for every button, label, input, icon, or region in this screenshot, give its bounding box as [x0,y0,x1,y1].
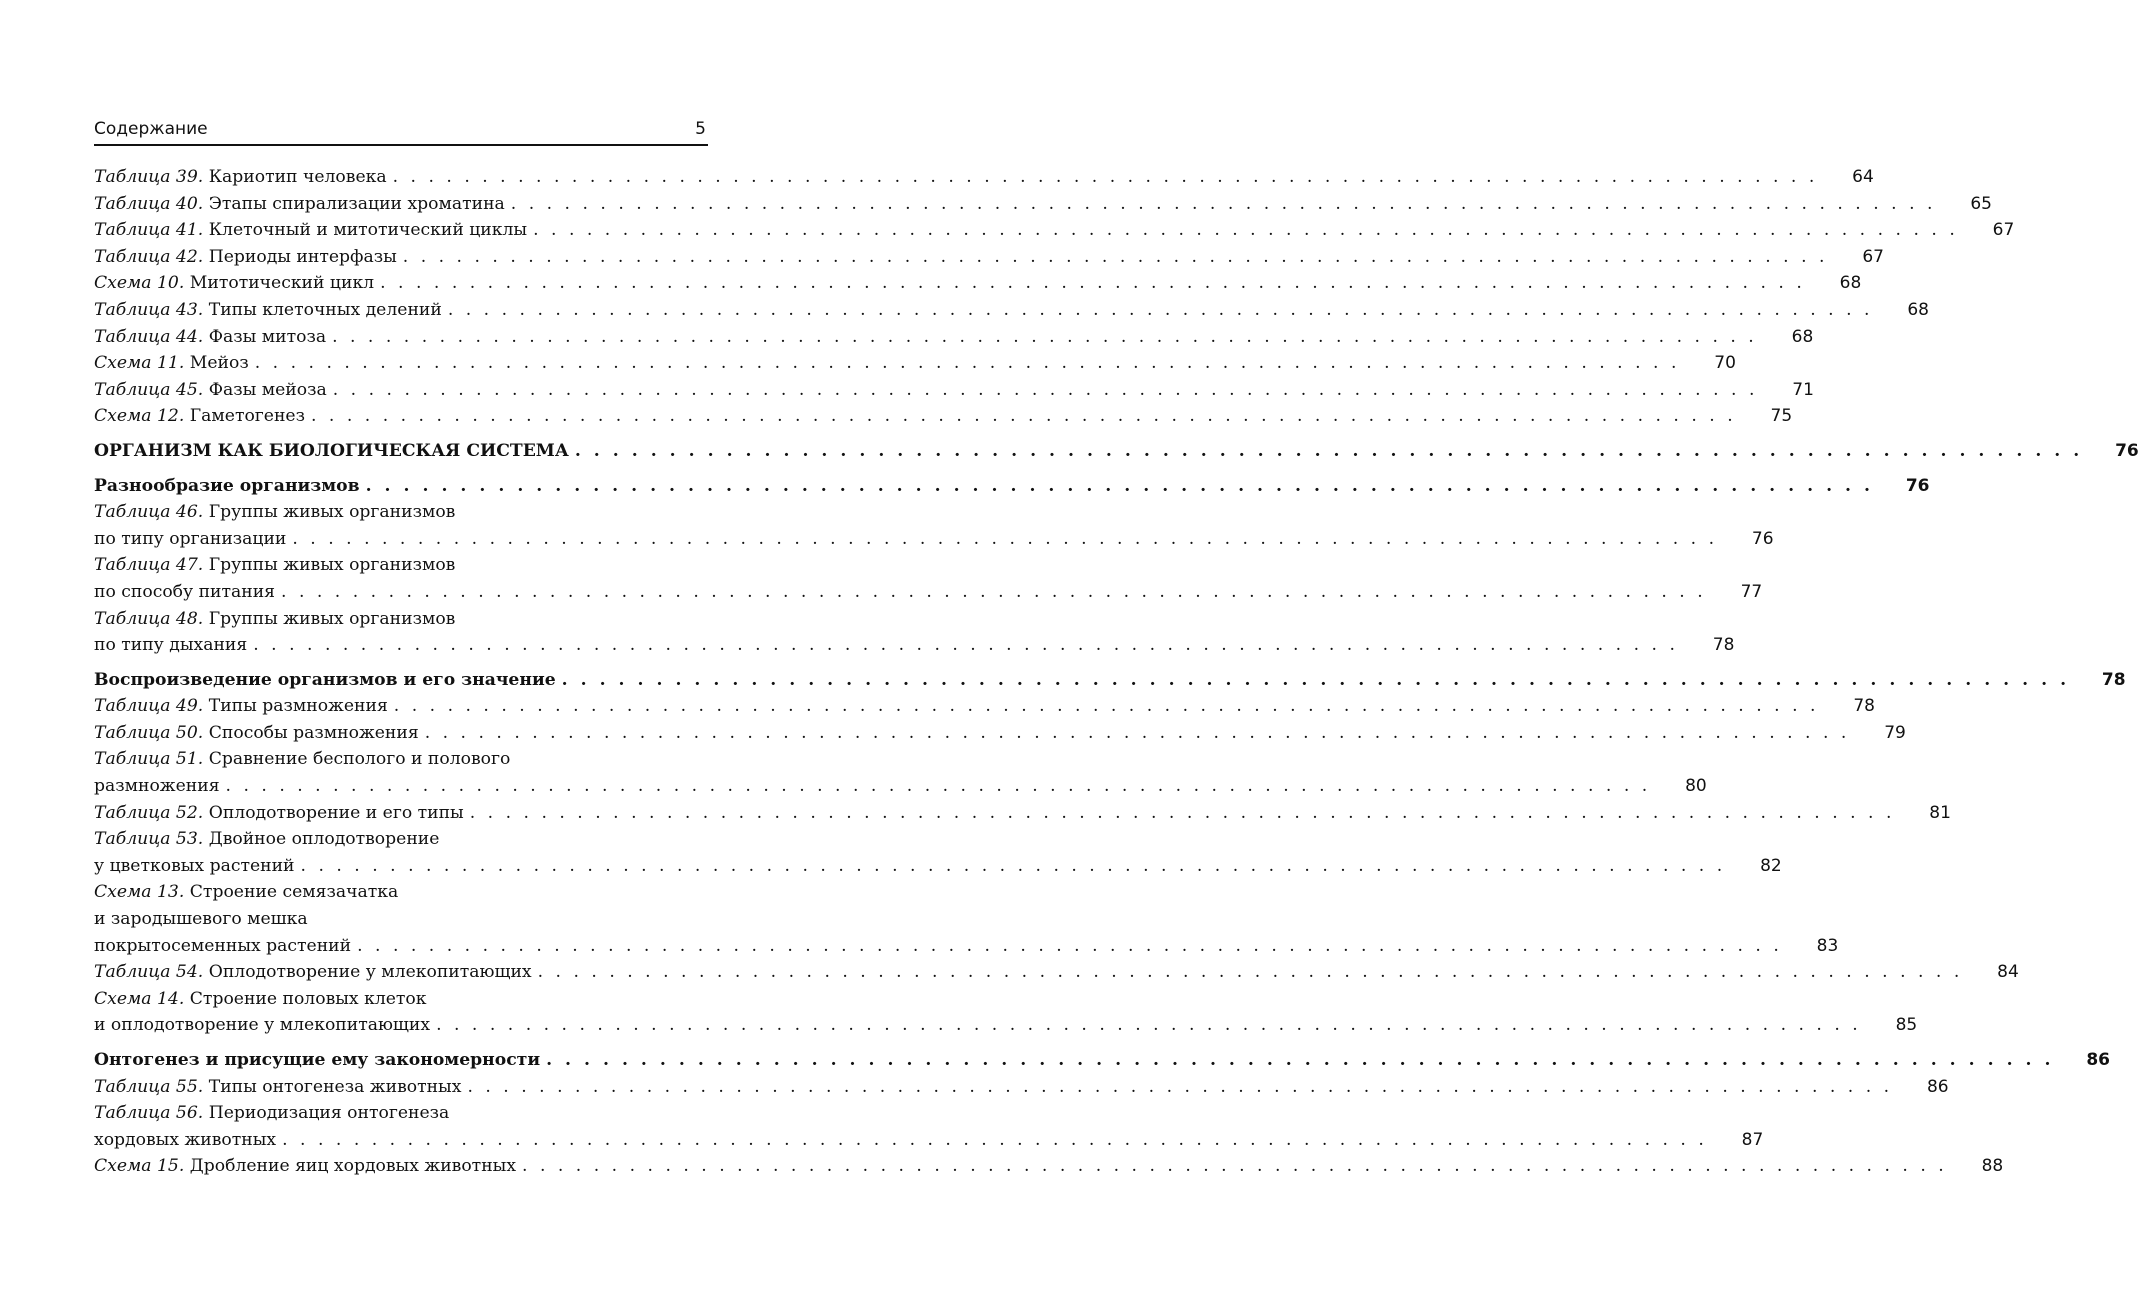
toc-entry-line [94,297,1929,324]
toc-entry[interactable] [94,324,1814,351]
toc-entry-line [94,667,2126,694]
toc-entry-line [94,579,1763,606]
dot-leader: . . . . . . . . . . . . . . . . . . . . . . . . . . . . . . . . . . . . . . . . . . . . . . . . . . . . . . . . . . . . . . . . . . . . . . . . . . . . . . . . [533,220,1959,241]
dot-leader: . . . . . . . . . . . . . . . . . . . . . . . . . . . . . . . . . . . . . . . . . . . . . . . . . . . . . . . . . . . . . . . . . . . . . . . . . . . . . . . . [436,1015,1862,1036]
toc-entry-line [94,879,708,906]
toc-entry-line [94,1047,2110,1074]
toc-page-number: 78 [1853,696,1875,717]
toc-entry-title: у цветковых растений [94,855,295,876]
toc-entry-title: Сравнение бесполого и полового [208,749,511,770]
dot-leader: . . . . . . . . . . . . . . . . . . . . . . . . . . . . . . . . . . . . . . . . . . . . . . . . . . . . . . . . . . . . . . . . . . . . . . . . . . . . . . . . [292,528,1718,549]
toc-entry-title: Оплодотворение и его типы [208,802,464,823]
dot-leader: . . . . . . . . . . . . . . . . . . . . . . . . . . . . . . . . . . . . . . . . . . . . . . . . . . . . . . . . . . . . . . . . . . . . . . . . . . . . . . . . [574,440,2083,461]
toc-entry-line [94,986,708,1013]
dot-leader: . . . . . . . . . . . . . . . . . . . . . . . . . . . . . . . . . . . . . . . . . . . . . . . . . . . . . . . . . . . . . . . . . . . . . . . . . . . . . . . . [253,635,1679,656]
toc-section-heading[interactable] [94,1047,2110,1074]
toc-page-number: 76 [2115,440,2139,461]
toc-entry-title: Группы живых организмов [208,502,456,523]
toc-page-number: 75 [1770,406,1793,427]
header-page-number: 5 [695,119,706,139]
running-header [94,116,708,144]
toc-entry-line [94,746,708,773]
toc-entry-title: Строение семязачатка [189,882,399,903]
dot-leader: . . . . . . . . . . . . . . . . . . . . . . . . . . . . . . . . . . . . . . . . . . . . . . . . . . . . . . . . . . . . . . . . . . . . . . . . . . . . . . . . [510,193,1936,214]
toc-entry-title: Двойное оплодотворение [208,829,440,850]
toc-entry-title: Разнообразие организмов [94,475,360,496]
toc-section-heading[interactable] [94,473,1930,500]
dot-leader: . . . . . . . . . . . . . . . . . . . . . . . . . . . . . . . . . . . . . . . . . . . . . . . . . . . . . . . . . . . . . . . . . . . . . . . . . . . . . . . . [380,273,1806,294]
toc-page-number: 86 [2086,1050,2110,1070]
toc-entry-line [94,552,708,579]
toc-entry-title: и зародышевого мешка [94,909,308,930]
toc-entry-title: покрытосеменных растений [94,935,352,956]
dot-leader: . . . . . . . . . . . . . . . . . . . . . . . . . . . . . . . . . . . . . . . . . . . . . . . . . . . . . . . . . . . . . . . . . . . . . . . . . . . . . . . . [561,669,2070,690]
dot-leader: . . . . . . . . . . . . . . . . . . . . . . . . . . . . . . . . . . . . . . . . . . . . . . . . . . . . . . . . . . . . . . . . . . . . . . . . . . . . . . . . [393,696,1819,717]
toc-page-number: 79 [1884,722,1906,743]
toc-entry-line [94,191,1992,218]
toc-entry-title: по типу организации [94,528,287,549]
toc-entry[interactable] [94,1100,1764,1153]
toc-page-number: 68 [1791,326,1814,347]
toc-section-heading[interactable] [94,667,2126,694]
toc-entry-title: Оплодотворение у млекопитающих [208,962,532,983]
dot-leader: . . . . . . . . . . . . . . . . . . . . . . . . . . . . . . . . . . . . . . . . . . . . . . . . . . . . . . . . . . . . . . . . . . . . . . . . . . . . . . . . [392,167,1818,187]
toc-entry[interactable] [94,879,1839,959]
toc-entry-title: Группы живых организмов [208,608,456,629]
toc-entry-line [94,473,1930,500]
toc-entry[interactable] [94,552,1763,605]
toc-entry[interactable] [94,959,2019,986]
toc-entry-label: Таблица 52. [94,802,204,823]
toc-entry[interactable] [94,403,1793,430]
toc-entry-line [94,217,2015,244]
toc-page-number: 76 [1751,528,1774,549]
dot-leader: . . . . . . . . . . . . . . . . . . . . . . . . . . . . . . . . . . . . . . . . . . . . . . . . . . . . . . . . . . . . . . . . . . . . . . . . . . . . . . . . [467,1076,1893,1097]
toc-entry-title: Клеточный и митотический циклы [208,220,528,241]
dot-leader: . . . . . . . . . . . . . . . . . . . . . . . . . . . . . . . . . . . . . . . . . . . . . . . . . . . . . . . . . . . . . . . . . . . . . . . . . . . . . . . . [300,855,1726,876]
toc-entry[interactable] [94,1153,2004,1180]
toc-entry-label: Схема 15. [94,1156,185,1177]
toc-entry[interactable] [94,244,1884,271]
toc-entry-label: Таблица 41. [94,220,204,241]
toc-entry-title: Периоды интерфазы [208,246,397,267]
toc-entry-title: Строение половых клеток [189,988,427,1009]
toc-entry-line [94,853,1782,880]
toc-entry-line [94,1100,708,1127]
toc-entry-title: Дробление яиц хордовых животных [189,1156,517,1177]
toc-entry[interactable] [94,164,1874,191]
toc-page-number: 86 [1926,1076,1949,1097]
toc-page-number: 83 [1816,935,1839,956]
toc-entry-label: Таблица 39. [94,167,204,187]
toc-entry-title: размножения [94,776,220,797]
dot-leader: . . . . . . . . . . . . . . . . . . . . . . . . . . . . . . . . . . . . . . . . . . . . . . . . . . . . . . . . . . . . . . . . . . . . . . . . . . . . . . . . [447,299,1873,320]
toc-entry[interactable] [94,720,1906,747]
toc-entry-title: Типы клеточных делений [208,299,442,320]
dot-leader: . . . . . . . . . . . . . . . . . . . . . . . . . . . . . . . . . . . . . . . . . . . . . . . . . . . . . . . . . . . . . . . . . . . . . . . . . . . . . . . . [424,722,1850,743]
toc-entry[interactable] [94,270,1862,297]
toc-entry-line [94,693,1875,720]
toc-page-number: 68 [1839,273,1862,294]
dot-leader: . . . . . . . . . . . . . . . . . . . . . . . . . . . . . . . . . . . . . . . . . . . . . . . . . . . . . . . . . . . . . . . . . . . . . . . . . . . . . . . . [310,406,1737,427]
toc-entry-line [94,773,1707,800]
dot-leader: . . . . . . . . . . . . . . . . . . . . . . . . . . . . . . . . . . . . . . . . . . . . . . . . . . . . . . . . . . . . . . . . . . . . . . . . . . . . . . . . [254,353,1680,374]
toc-entry[interactable] [94,986,1918,1039]
toc-entry-title: Группы живых организмов [208,555,456,576]
toc-page-number: 78 [1712,635,1735,656]
toc-entry-line [94,403,1793,430]
toc-entry-label: Таблица 56. [94,1103,204,1124]
toc-page-number: 78 [2101,669,2126,690]
header-rule [94,144,708,146]
toc-entry-label: Таблица 48. [94,608,204,629]
dot-leader: . . . . . . . . . . . . . . . . . . . . . . . . . . . . . . . . . . . . . . . . . . . . . . . . . . . . . . . . . . . . . . . . . . . . . . . . . . . . . . . . [282,1129,1708,1150]
toc-page-number: 70 [1714,353,1736,374]
toc-entry-line [94,324,1814,351]
dot-leader: . . . . . . . . . . . . . . . . . . . . . . . . . . . . . . . . . . . . . . . . . . . . . . . . . . . . . . . . . . . . . . . . . . . . . . . . . . . . . . . . [332,326,1758,347]
toc-entry-title: ОРГАНИЗМ КАК БИОЛОГИЧЕСКАЯ СИСТЕМА [94,440,569,461]
toc-entry[interactable] [94,350,1736,377]
toc-entry-line [94,1127,1764,1154]
toc-entry-title: по способу питания [94,581,276,602]
toc-page-number: 85 [1895,1015,1918,1036]
toc-entry-label: Схема 10. [94,273,185,294]
header-title: Содержание [94,119,208,139]
toc-entry-line [94,826,708,853]
toc-entry-line [94,800,1951,827]
toc-entry-label: Таблица 51. [94,749,204,770]
toc-entry[interactable] [94,693,1875,720]
toc-entry-label: Схема 14. [94,988,185,1009]
toc-entry[interactable] [94,377,1814,404]
toc-entry-label: Таблица 55. [94,1076,204,1097]
toc-entry-title: Мейоз [189,353,249,374]
toc-entry-title: Кариотип человека [208,167,387,187]
toc-entry-label: Схема 12. [94,406,185,427]
toc-entry-line [94,438,2139,465]
toc-entry-title: Этапы спирализации хроматина [208,193,505,214]
toc-page-number: 81 [1929,802,1951,823]
dot-leader: . . . . . . . . . . . . . . . . . . . . . . . . . . . . . . . . . . . . . . . . . . . . . . . . . . . . . . . . . . . . . . . . . . . . . . . . . . . . . . . . [537,962,1963,983]
toc-entry-title: Способы размножения [208,722,419,743]
dot-leader: . . . . . . . . . . . . . . . . . . . . . . . . . . . . . . . . . . . . . . . . . . . . . . . . . . . . . . . . . . . . . . . . . . . . . . . . . . . . . . . . [281,581,1707,602]
toc-entry-title: Фазы мейоза [208,379,327,400]
dot-leader: . . . . . . . . . . . . . . . . . . . . . . . . . . . . . . . . . . . . . . . . . . . . . . . . . . . . . . . . . . . . . . . . . . . . . . . . . . . . . . . . [357,935,1783,956]
toc-page-number: 87 [1741,1129,1764,1150]
toc-entry[interactable] [94,606,1735,659]
dot-leader: . . . . . . . . . . . . . . . . . . . . . . . . . . . . . . . . . . . . . . . . . . . . . . . . . . . . . . . . . . . . . . . . . . . . . . . . . . . . . . . . [522,1156,1948,1177]
toc-entry-line [94,350,1736,377]
dot-leader: . . . . . . . . . . . . . . . . . . . . . . . . . . . . . . . . . . . . . . . . . . . . . . . . . . . . . . . . . . . . . . . . . . . . . . . . . . . . . . . . [225,776,1651,797]
toc-entry[interactable] [94,499,1774,552]
table-of-contents [94,164,2139,1180]
dot-leader: . . . . . . . . . . . . . . . . . . . . . . . . . . . . . . . . . . . . . . . . . . . . . . . . . . . . . . . . . . . . . . . . . . . . . . . . . . . . . . . . [402,246,1828,267]
toc-page-number: 71 [1792,379,1814,400]
toc-entry-label: Таблица 46. [94,502,204,523]
toc-page-number: 82 [1760,855,1782,876]
toc-entry-title: Онтогенез и присущие ему закономерности [94,1050,541,1070]
toc-page-number: 67 [1992,220,2015,241]
dot-leader: . . . . . . . . . . . . . . . . . . . . . . . . . . . . . . . . . . . . . . . . . . . . . . . . . . . . . . . . . . . . . . . . . . . . . . . . . . . . . . . . [546,1050,2054,1070]
toc-entry-title: Типы размножения [208,696,388,717]
toc-page-number: 84 [1997,962,2019,983]
toc-entry-title: Митотический цикл [189,273,375,294]
toc-page-number: 65 [1970,193,1992,214]
dot-leader: . . . . . . . . . . . . . . . . . . . . . . . . . . . . . . . . . . . . . . . . . . . . . . . . . . . . . . . . . . . . . . . . . . . . . . . . . . . . . . . . [365,475,1874,496]
toc-entry[interactable] [94,217,2015,244]
toc-entry-title: по типу дыхания [94,635,248,656]
toc-entry-label: Таблица 40. [94,193,204,214]
toc-entry-label: Таблица 47. [94,555,204,576]
toc-entry-label: Схема 13. [94,882,185,903]
toc-entry-title: Гаметогенез [189,406,305,427]
dot-leader: . . . . . . . . . . . . . . . . . . . . . . . . . . . . . . . . . . . . . . . . . . . . . . . . . . . . . . . . . . . . . . . . . . . . . . . . . . . . . . . . [332,379,1758,400]
toc-entry-title: Периодизация онтогенеза [208,1103,450,1124]
toc-entry-label: Таблица 54. [94,962,204,983]
toc-entry-title: и оплодотворение у млекопитающих [94,1015,431,1036]
toc-page-number: 88 [1981,1156,2004,1177]
toc-entry-title: Типы онтогенеза животных [208,1076,462,1097]
toc-entry-line [94,959,2019,986]
toc-page-number: 77 [1740,581,1763,602]
toc-entry-line [94,1012,1918,1039]
toc-entry-label: Таблица 44. [94,326,204,347]
toc-entry[interactable] [94,746,1707,799]
toc-entry-line [94,906,708,933]
toc-entry-line [94,164,1874,191]
toc-entry[interactable] [94,826,1782,879]
toc-entry-label: Таблица 45. [94,379,204,400]
toc-entry-title: Воспроизведение организмов и его значение [94,669,556,690]
toc-page-number: 67 [1862,246,1884,267]
toc-entry[interactable] [94,191,1992,218]
toc-page-number: 64 [1852,167,1874,187]
toc-entry-label: Таблица 49. [94,696,204,717]
toc-entry-line [94,720,1906,747]
dot-leader: . . . . . . . . . . . . . . . . . . . . . . . . . . . . . . . . . . . . . . . . . . . . . . . . . . . . . . . . . . . . . . . . . . . . . . . . . . . . . . . . [469,802,1895,823]
toc-entry-label: Схема 11. [94,353,185,374]
toc-entry[interactable] [94,1074,1949,1101]
toc-entry-line [94,606,708,633]
toc-entry-line [94,1074,1949,1101]
toc-entry-line [94,244,1884,271]
toc-entry-label: Таблица 53. [94,829,204,850]
toc-entry[interactable] [94,800,1951,827]
toc-entry-line [94,526,1774,553]
toc-entry-line [94,632,1735,659]
toc-entry[interactable] [94,297,1929,324]
toc-entry-label: Таблица 43. [94,299,204,320]
toc-page-number: 68 [1907,299,1929,320]
toc-entry-line [94,377,1814,404]
toc-entry-line [94,270,1862,297]
toc-page-number: 76 [1905,475,1930,496]
toc-entry-line [94,1153,2004,1180]
toc-entry-line [94,933,1839,960]
toc-entry-label: Таблица 42. [94,246,204,267]
toc-entry-line [94,499,708,526]
toc-entry-label: Таблица 50. [94,722,204,743]
toc-page-number: 80 [1685,776,1707,797]
toc-entry-title: хордовых животных [94,1129,277,1150]
toc-entry-title: Фазы митоза [208,326,327,347]
toc-section-heading[interactable] [94,438,2139,465]
